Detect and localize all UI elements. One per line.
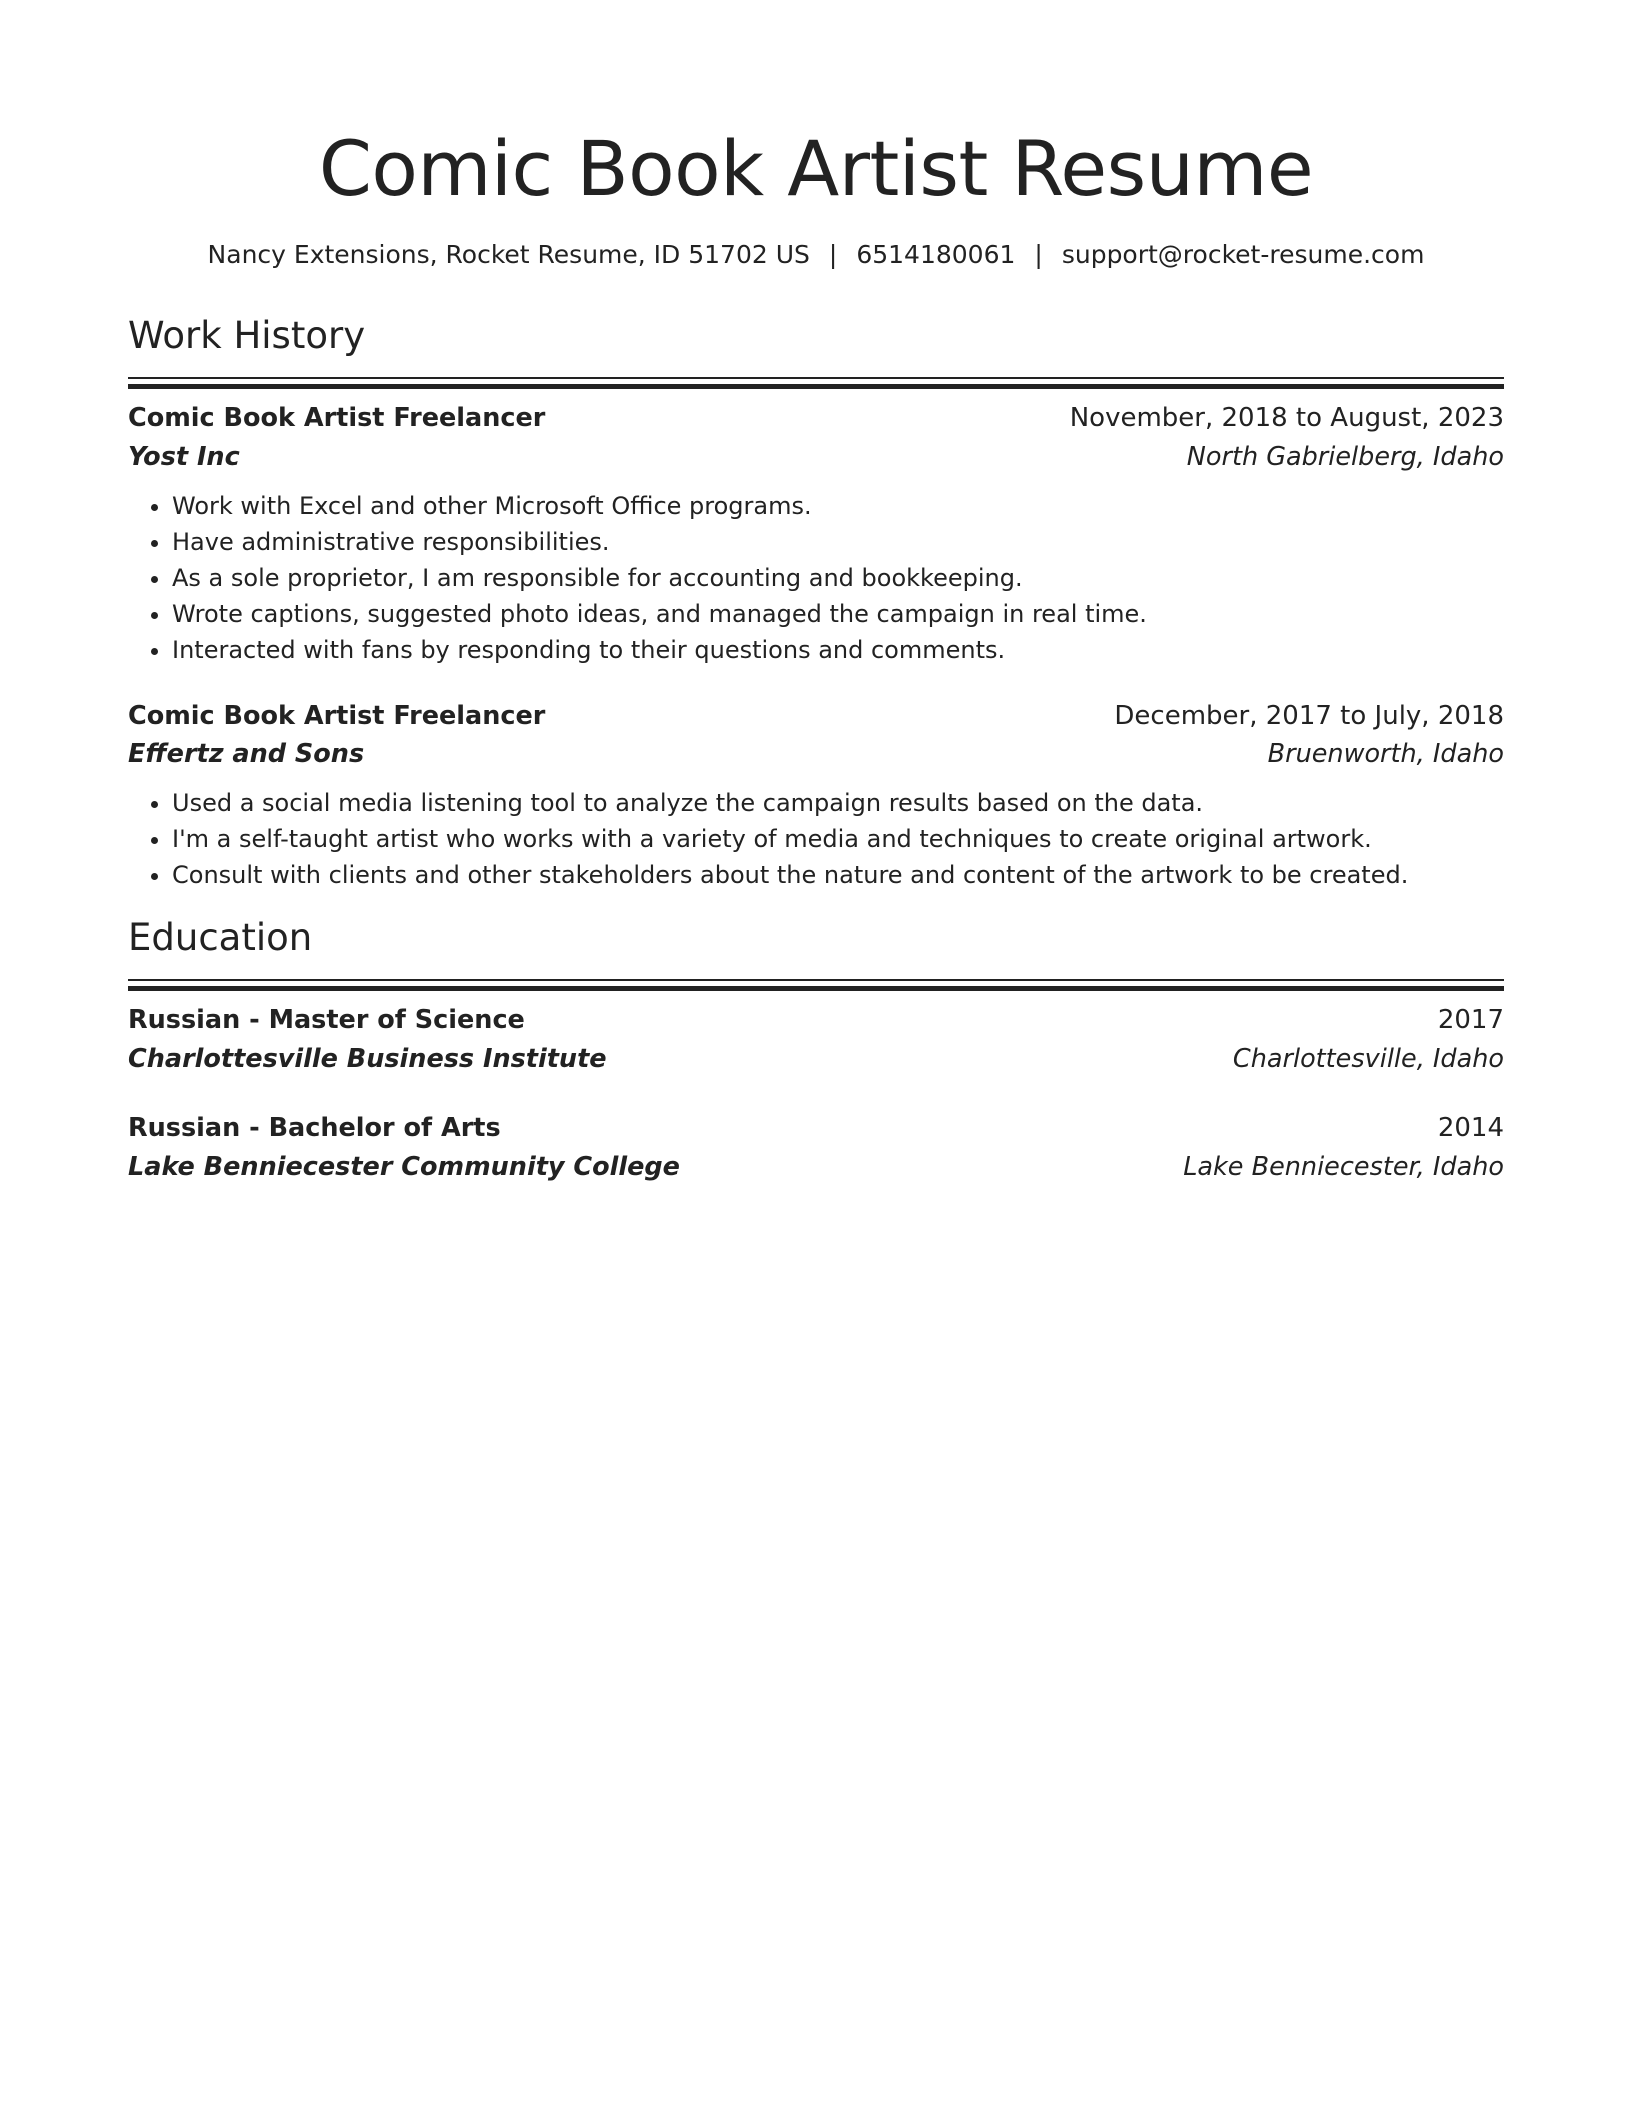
job-header xyxy=(128,399,1504,437)
job-company: Yost Inc xyxy=(128,442,240,472)
resume-title: Comic Book Artist Resume xyxy=(318,124,1314,213)
job-bullets xyxy=(128,488,1504,668)
education-degree: Russian - Bachelor of Arts xyxy=(128,1113,501,1143)
job-subheader xyxy=(128,735,1504,773)
work-history-section xyxy=(128,313,1504,893)
job-location: North Gabrielberg, Idaho xyxy=(1186,442,1504,472)
section-divider xyxy=(128,979,1504,989)
contact-separator: | xyxy=(828,240,838,269)
job-subheader xyxy=(128,438,1504,476)
education-year: 2017 xyxy=(1437,1005,1504,1035)
education-section xyxy=(128,915,1504,1186)
education-year: 2014 xyxy=(1437,1113,1504,1143)
section-heading-education: Education xyxy=(128,916,313,959)
job-dates: November, 2018 to August, 2023 xyxy=(1069,403,1504,433)
job-header xyxy=(128,697,1504,735)
job-role: Comic Book Artist Freelancer xyxy=(128,701,546,731)
contact-separator: | xyxy=(1034,240,1043,269)
contact-email[interactable]: support@rocket-resume.com xyxy=(1061,240,1425,269)
job-bullets xyxy=(128,785,1504,893)
education-header xyxy=(128,1109,1504,1147)
list-item: • Wrote captions, suggested photo ideas, and managed the campaign in real time. xyxy=(172,596,1504,632)
education-school: Lake Benniecester Community College xyxy=(128,1152,680,1182)
section-divider xyxy=(128,377,1504,387)
education-degree: Russian - Master of Science xyxy=(128,1005,525,1035)
job-company: Effertz and Sons xyxy=(128,739,365,769)
list-item: • Work with Excel and other Microsoft Office programs. xyxy=(172,488,1504,524)
education-entry xyxy=(128,1109,1504,1186)
education-entry xyxy=(128,1001,1504,1078)
job-role: Comic Book Artist Freelancer xyxy=(128,403,546,433)
section-heading-work-history: Work History xyxy=(128,314,366,357)
list-item: • Used a social media listening tool to analyze the campaign results based on the data. xyxy=(172,785,1504,821)
job-dates: December, 2017 to July, 2018 xyxy=(1114,701,1504,731)
job-entry xyxy=(128,697,1504,893)
list-item: • As a sole proprietor, I am responsible for accounting and bookkeeping. xyxy=(172,560,1504,596)
list-item: • Interacted with fans by responding to their questions and comments. xyxy=(172,632,1504,668)
education-location: Lake Benniecester, Idaho xyxy=(1183,1152,1504,1182)
education-location: Charlottesville, Idaho xyxy=(1232,1044,1504,1074)
contact-line xyxy=(128,238,1504,272)
job-entry xyxy=(128,399,1504,668)
education-header xyxy=(128,1001,1504,1039)
contact-phone: 6514180061 xyxy=(856,240,1016,269)
education-subheader xyxy=(128,1040,1504,1078)
list-item: • Have administrative responsibilities. xyxy=(172,524,1504,560)
contact-address: Nancy Extensions, Rocket Resume, ID 51702 US xyxy=(207,240,810,269)
education-subheader xyxy=(128,1148,1504,1186)
education-school: Charlottesville Business Institute xyxy=(128,1044,607,1074)
job-location: Bruenworth, Idaho xyxy=(1267,739,1504,769)
list-item: • Consult with clients and other stakeholders about the nature and content of the artwork to be created. xyxy=(172,857,1504,893)
list-item: • I'm a self-taught artist who works with a variety of media and techniques to create original artwork. xyxy=(172,821,1504,857)
